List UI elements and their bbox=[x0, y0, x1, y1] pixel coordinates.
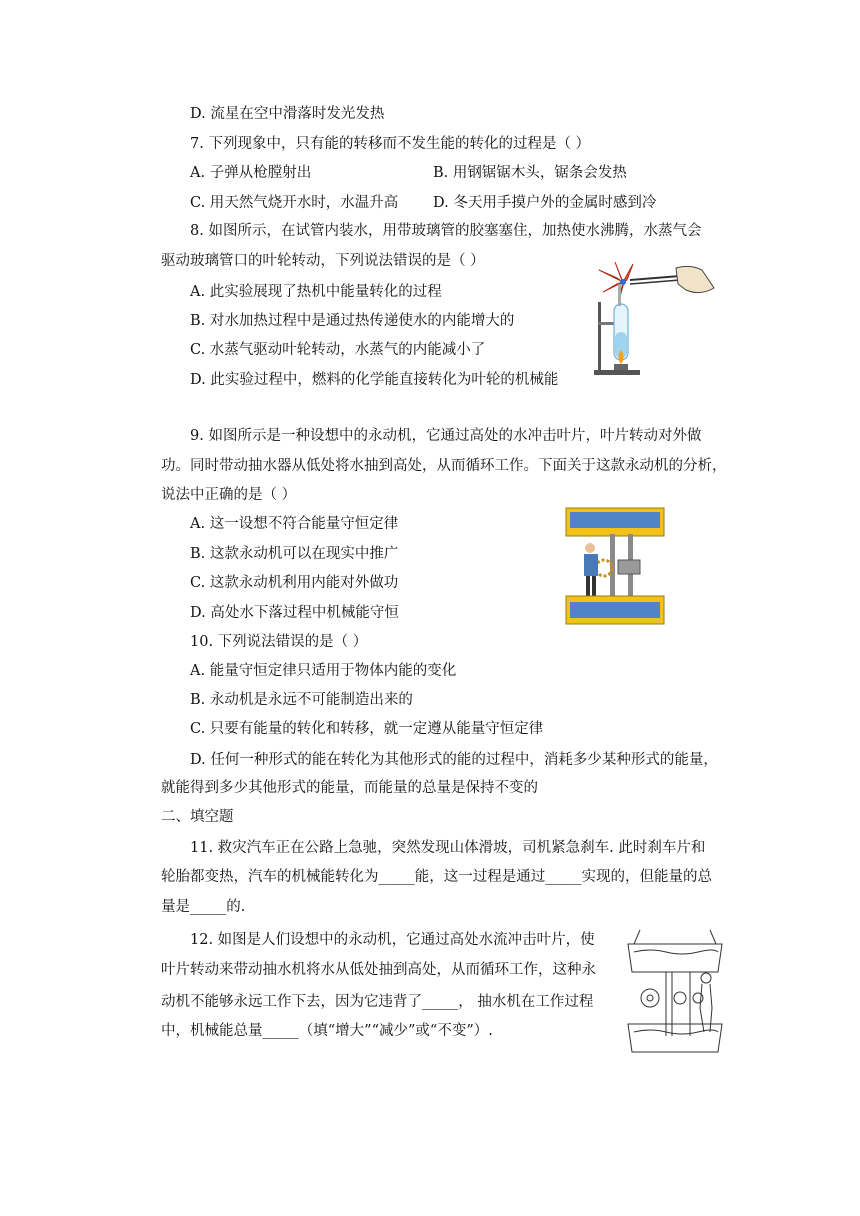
q8-stem-line-2: 驱动玻璃管口的叶轮转动，下列说法错误的是（ ） bbox=[161, 253, 485, 269]
section-title: 二、填空题 bbox=[161, 809, 234, 825]
q8-option-c: C. 水蒸气驱动叶轮转动，水蒸气的内能减小了 bbox=[190, 342, 486, 358]
q12-line-2: 叶片转动来带动抽水机将水从低处抽到高处，从而循环工作，这种永 bbox=[161, 962, 596, 978]
q9-option-d: D. 高处水下落过程中机械能守恒 bbox=[190, 605, 399, 621]
q10-option-a: A. 能量守恒定律只适用于物体内能的变化 bbox=[190, 663, 457, 679]
q7-option-b: B. 用钢锯锯木头，锯条会发热 bbox=[433, 165, 627, 181]
q11-line-2: 轮胎都变热，汽车的机械能转化为_____能，这一过程是通过_____实现的，但能量的总 bbox=[161, 869, 712, 885]
q10-option-d-cont: 就能得到多少其他形式的能量，而能量的总量是保持不变的 bbox=[161, 780, 538, 796]
q8-option-d: D. 此实验过程中，燃料的化学能直接转化为叶轮的机械能 bbox=[190, 372, 559, 388]
q9-stem-line-2: 功。同时带动抽水器从低处将水抽到高处，从而循环工作。下面关于这款永动机的分析， bbox=[161, 458, 727, 474]
q8-stem-line-1: 8. 如图所示，在试管内装水，用带玻璃管的胶塞塞住，加热使水沸腾，水蒸气会 bbox=[190, 223, 702, 239]
q8-option-a: A. 此实验展现了热机中能量转化的过程 bbox=[190, 284, 442, 300]
q10-option-c: C. 只要有能量的转化和转移，就一定遵从能量守恒定律 bbox=[190, 721, 544, 737]
q9-stem-line-1: 9. 如图所示是一种设想中的永动机，它通过高处的水冲击叶片，叶片转动对外做 bbox=[190, 428, 702, 444]
q10-stem: 10. 下列说法错误的是（ ） bbox=[190, 634, 368, 650]
q10-option-d: D. 任何一种形式的能在转化为其他形式的能的过程中，消耗多少某种形式的能量， bbox=[190, 752, 718, 768]
q9-option-b: B. 这款永动机可以在现实中推广 bbox=[190, 546, 399, 562]
q11-line-3: 量是_____的. bbox=[161, 899, 246, 915]
q12-line-1: 12. 如图是人们设想中的永动机，它通过高处水流冲击叶片，使 bbox=[190, 932, 595, 948]
perpetual-motion-figure-color bbox=[560, 502, 670, 630]
steam-pinwheel-figure bbox=[590, 262, 720, 382]
q7-stem: 7. 下列现象中，只有能的转移而不发生能的转化的过程是（ ） bbox=[190, 136, 591, 152]
q7-option-c: C. 用天然气烧开水时，水温升高 bbox=[190, 195, 399, 211]
q8-option-b: B. 对水加热过程中是通过热传递使水的内能增大的 bbox=[190, 313, 515, 329]
perpetual-motion-figure-sketch bbox=[620, 928, 730, 1058]
q7-option-a: A. 子弹从枪膛射出 bbox=[190, 165, 312, 181]
q9-stem-line-3: 说法中正确的是（ ） bbox=[161, 487, 297, 503]
q9-option-c: C. 这款永动机利用内能对外做功 bbox=[190, 575, 399, 591]
q6-option-d: D. 流星在空中滑落时发光发热 bbox=[190, 106, 385, 122]
q10-option-b: B. 永动机是永远不可能制造出来的 bbox=[190, 692, 413, 708]
q12-line-3: 动机不能够永远工作下去，因为它违背了_____， 抽水机在工作过程 bbox=[161, 994, 594, 1010]
q9-option-a: A. 这一设想不符合能量守恒定律 bbox=[190, 516, 399, 532]
q7-option-d: D. 冬天用手摸户外的金属时感到冷 bbox=[433, 195, 657, 211]
q11-line-1: 11. 救灾汽车正在公路上急驰，突然发现山体滑坡，司机紧急刹车. 此时刹车片和 bbox=[190, 840, 706, 856]
q12-line-4: 中，机械能总量_____（填“增大”“减少”或“不变”）. bbox=[161, 1023, 493, 1039]
pinwheel-icon bbox=[599, 262, 633, 300]
